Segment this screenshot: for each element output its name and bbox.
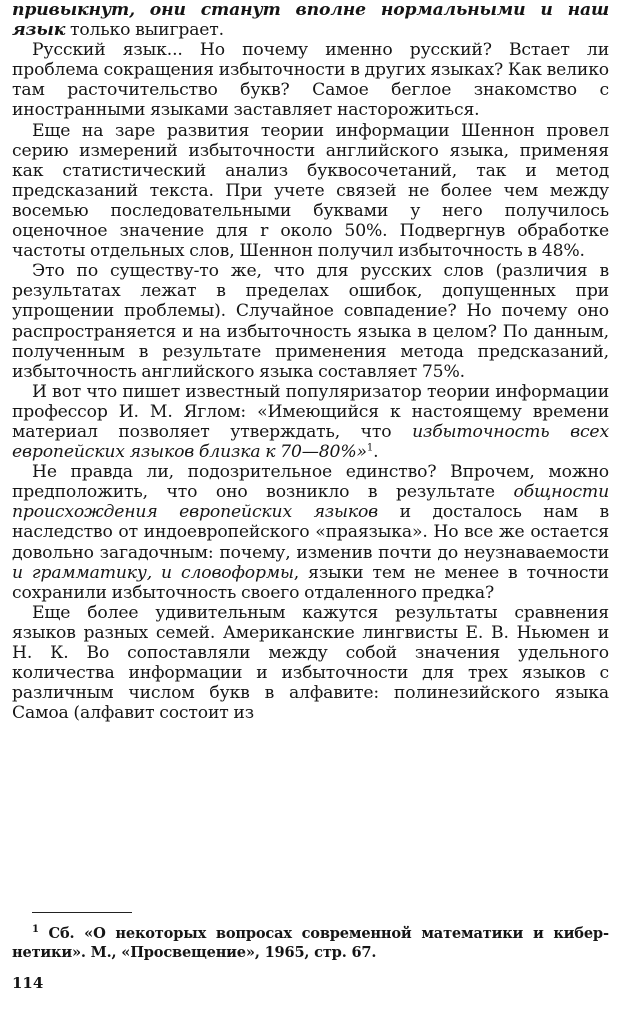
paragraph-6-text-before: Не правда ли, подозрительное единство? Впрочем, можно предположить, что оно возникло в результате <box>12 462 609 503</box>
footnote-marker: 1 <box>32 924 39 936</box>
paragraph-6 <box>12 462 609 603</box>
paragraph-1-lead: привыкнут, они станут вполне нормальными и наш язык <box>12 0 609 41</box>
paragraph-3: Еще на заре развития теории информации Шеннон провел серию измерений избыточности английского языка, применяя как статистический анализ буквосочетаний, так и метод предсказаний текста. При учете связей не более чем между восемью последовательными буквами у него получилось оценочное значение для r около 50%. Подвергнув обработке частоты отдельных слов, Шеннон получил избыточность в 48%. <box>12 120 609 262</box>
paragraph-7: Еще более удивительным кажутся результаты сравнения языков разных семей. Американские лингвисты Е. В. Ньюмен и Н. К. Во сопоставляли между собой значения удельного количества информации и избыточности для трех языков с различным числом букв в алфавите: полинезийского языка Самоа (алфавит состоит из <box>12 602 609 724</box>
paragraph-5-quote: избыточность всех европейских языков близка к 70—80%» <box>12 421 609 463</box>
paragraph-6-italic-2: и грамматику, и словоформы <box>12 562 294 583</box>
paragraph-5-text-after: . <box>373 442 379 463</box>
footnote-text: Сб. «О некоторых вопросах современной математики и кибернетики». М., «Просвещение», 1965, стр. 67. <box>12 925 609 961</box>
main-text <box>12 0 609 723</box>
paragraph-6-text-after: , языки тем не менее в точности сохранили избыточность своего отдаленного предка? <box>12 562 609 603</box>
paragraph-1-text: только выиграет. <box>65 20 224 41</box>
page-number: 114 <box>12 974 44 992</box>
paragraph-2: Русский язык... Но почему именно русский? Встает ли проблема сокращения избыточности в других языках? Как велико там расточительство букв? Самое беглое знакомство с иностранными языками заставляет насторожиться. <box>12 40 609 121</box>
paragraph-5-text-before: И вот что пишет известный популяризатор теории информации профессор И. М. Яглом: «Имеющийся к настоящему времени материал позволяет утверждать, что <box>12 381 609 442</box>
paragraph-5 <box>12 382 609 462</box>
paragraph-4: Это по существу-то же, что для русских слов (различия в результатах лежат в пределах ошибок, допущенных при упрощении проблемы). Случайное совпадение? Но почему оно распространяется и на избыточность языка в целом? По данным, полученным в результате применения метода предсказаний, избыточность английского языка составляет 75%. <box>12 261 609 382</box>
footnote-text-block <box>12 924 609 962</box>
footnote-divider <box>32 912 132 913</box>
paragraph-6-text-mid: и досталось нам в наследство от индоевропейского «праязыка». Но все же остается довольно загадочным: почему, изменив почти до неузнаваемости <box>12 502 610 563</box>
paragraph-6-italic-1: общности происхождения европейских языков <box>12 482 609 523</box>
book-page <box>12 0 609 1032</box>
footnote-reference[interactable]: 1 <box>366 442 374 454</box>
paragraph-1 <box>12 0 609 40</box>
footnote <box>12 924 609 962</box>
